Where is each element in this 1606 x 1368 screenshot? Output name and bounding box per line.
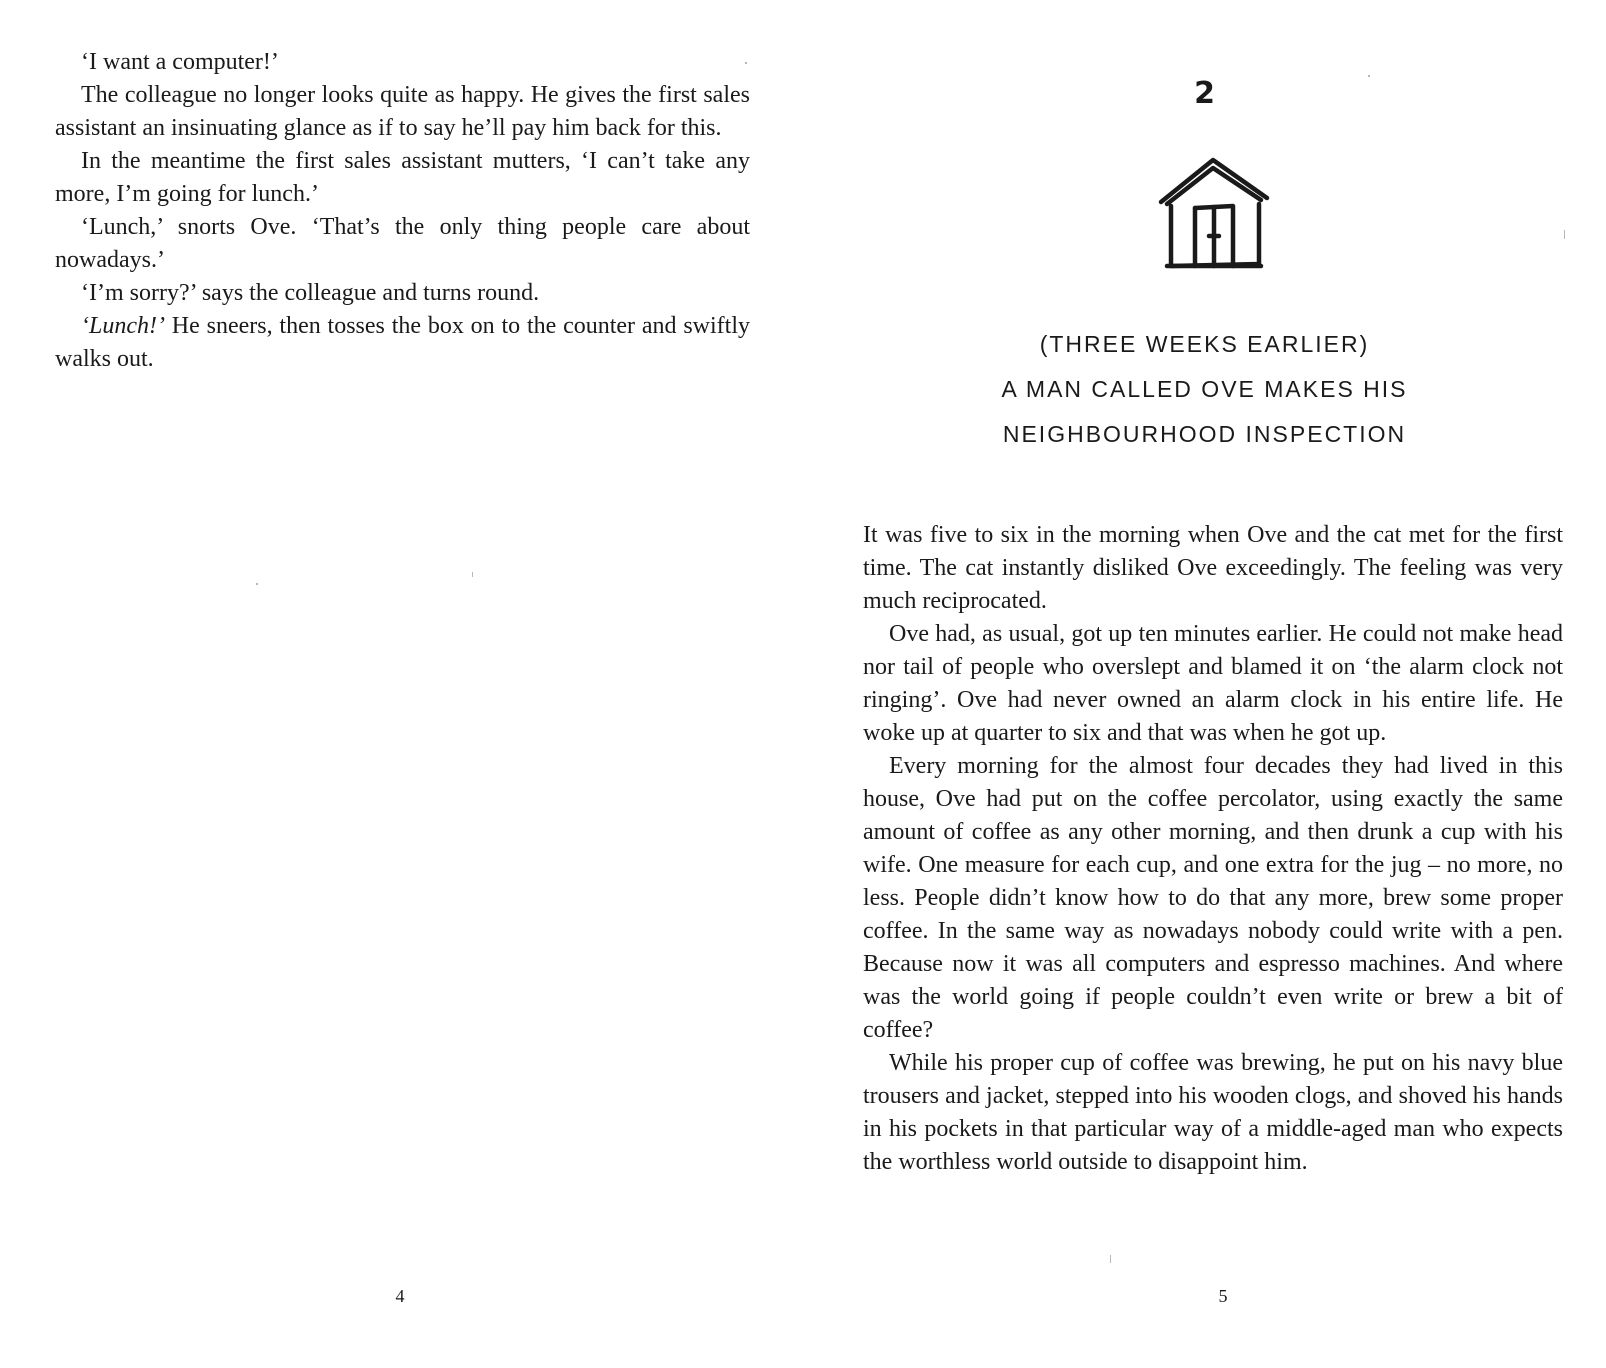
paragraph-rest: He sneers, then tosses the box on to the counter and swiftly walks out. [55, 313, 750, 372]
paragraph [55, 310, 750, 376]
paragraph: While his proper cup of coffee was brewing, he put on his navy blue trousers and jacket, stepped into his wooden clogs, and shoved his hands in his pockets in that particular way of a middle-aged man who expects the worthless world outside to disappoint him. [863, 1050, 1563, 1175]
paragraph: In the meantime the first sales assistant mutters, ‘I can’t take any more, I’m going for lunch.’ [55, 148, 750, 207]
paragraph: ‘Lunch,’ snorts Ove. ‘That’s the only thing people care about nowadays.’ [55, 214, 750, 273]
scan-speck [1110, 1255, 1111, 1263]
heading-line: (THREE WEEKS EARLIER) [1039, 331, 1370, 357]
heading-line: A MAN CALLED OVE MAKES HIS [1001, 376, 1408, 402]
paragraph: Every morning for the almost four decades they had lived in this house, Ove had put on the coffee percolator, using exactly the same amount of coffee as any other morning, and then drunk a cup with his wife. One measure for each cup, and one extra for the jug – no more, no less. People didn’t know how to do that any more, brew some proper coffee. In the same way as nowadays nobody could write with a pen. Because now it was all computers and espresso machines. And where was the world going if people couldn’t even write or brew a bit of coffee? [863, 753, 1563, 1043]
page-number: 5 [1218, 1286, 1228, 1306]
paragraph: ‘I want a computer!’ [81, 49, 279, 75]
right-page [803, 0, 1606, 1368]
paragraph: ‘I’m sorry?’ says the colleague and turns round. [81, 280, 540, 306]
italic-lunch: ‘Lunch!’ [81, 313, 165, 339]
paragraph: It was five to six in the morning when Ove and the cat met for the first time. The cat instantly disliked Ove exceedingly. The feeling was very much reciprocated. [863, 522, 1563, 614]
heading-line: NEIGHBOURHOOD INSPECTION [1002, 421, 1407, 447]
page-number: 4 [395, 1286, 405, 1306]
chapter-number: 2 [1194, 76, 1215, 111]
scan-speck [745, 62, 747, 64]
right-page-body [863, 519, 1563, 1179]
house-icon [1157, 156, 1273, 276]
scan-speck [256, 583, 258, 585]
paragraph: Ove had, as usual, got up ten minutes earlier. He could not make head nor tail of people who overslept and blamed it on ‘the alarm clock not ringing’. Ove had never owned an alarm clock in his entire life. He woke up at quarter to six and that was when he got up. [863, 621, 1563, 746]
scan-speck [1368, 75, 1370, 77]
chapter-heading [803, 322, 1606, 457]
left-page-body [55, 46, 750, 376]
scan-speck [1564, 230, 1565, 239]
paragraph: The colleague no longer looks quite as happy. He gives the first sales assistant an insinuating glance as if to say he’ll pay him back for this. [55, 82, 750, 141]
scan-speck [472, 572, 473, 577]
